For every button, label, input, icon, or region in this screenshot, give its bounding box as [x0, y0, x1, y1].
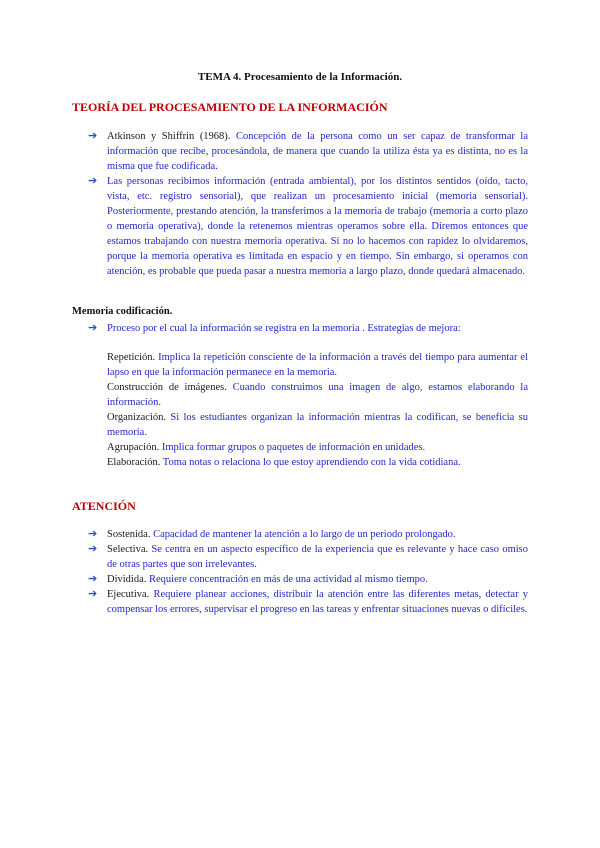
arrow-bullet-icon: ➔ — [88, 573, 98, 585]
bullet-text: Se centra en un aspecto específico de la experiencia que es relevante y hace caso omiso de otras partes que son irrelevantes. — [107, 544, 528, 570]
strategy-item — [107, 455, 528, 470]
strategy-lead: Repetición. — [107, 352, 156, 363]
bullet-lead: Dividida. — [107, 574, 147, 585]
strategy-lead: Construcción de imágenes. — [107, 382, 227, 393]
strategies-block — [107, 350, 528, 470]
arrow-bullet-icon: ➔ — [88, 175, 98, 187]
bullet-text: Capacidad de mantener la atención a lo largo de un periodo prolongado. — [150, 529, 456, 540]
bullet-text: Las personas recibimos información (entrada ambiental), por los distintos sentidos (oído, tacto, vista, etc. registro sensorial), que realizan un procesamiento inicial (memoria sensorial). Posteriormente, prestando atención, la transferimos a la memoria de trabajo (memoria a corto plazo o memoria operativa), donde la retenemos mientras operamos sobre ella. Diremos entonces que estamos trabajando con nuestra memoria operativa. Si no lo hacemos con rapidez lo olvidaremos, porque la memoria operativa es limitada en espacio y en tiempo. Sin embargo, si operamos con atención, es probable que pueda pasar a nuestra memoria a largo plazo, donde quedará almacenado. — [107, 176, 528, 277]
page-title: TEMA 4. Procesamiento de la Información. — [197, 71, 403, 83]
bullet-text: Requiere planear acciones, distribuir la atención entre las diferentes metas, detectar y compensar los errores, supervisar el progreso en las tareas y enfrentar situaciones nuevas o difíciles. — [107, 589, 528, 615]
strategy-text: Implica la repetición consciente de la información a través del tiempo para aumentar el lapso en que la información permanece en la memoria. — [107, 352, 528, 378]
strategy-item — [107, 350, 528, 380]
list-item — [88, 527, 528, 542]
strategy-text: Si los estudiantes organizan la información mientras la codifican, se beneficia su memoria. — [107, 412, 528, 438]
strategy-text: Toma notas o relaciona lo que estoy aprendiendo con la vida cotidiana. — [160, 457, 461, 468]
strategy-item — [107, 380, 528, 410]
arrow-bullet-icon: ➔ — [88, 130, 98, 142]
arrow-bullet-icon: ➔ — [88, 588, 98, 600]
bullet-lead: Atkinson y Shiffrin (1968). — [107, 131, 231, 142]
list-item — [88, 542, 528, 572]
list-item — [88, 572, 528, 587]
arrow-bullet-icon: ➔ — [88, 528, 98, 540]
strategy-text: Implica formar grupos o paquetes de información en unidades. — [159, 442, 426, 453]
memory-coding-list — [88, 321, 528, 336]
list-item — [88, 587, 528, 617]
arrow-bullet-icon: ➔ — [88, 543, 98, 555]
bullet-lead: Selectiva. — [107, 544, 149, 555]
bullet-lead: Sostenida. — [107, 529, 151, 540]
strategy-lead: Elaboración. — [107, 457, 161, 468]
section-heading-attention: ATENCIÓN — [72, 499, 136, 513]
bullet-text: Concepción de la persona como un ser capaz de transformar la información que recibe, procesándola, de manera que cuando la utiliza ésta ya es distinta, no es la misma que fue codificada. — [107, 131, 528, 172]
attention-list — [88, 527, 528, 617]
list-item — [88, 129, 528, 174]
strategy-lead: Agrupación. — [107, 442, 160, 453]
list-item — [88, 321, 528, 336]
section-heading-memory-coding: Memoria codificación. — [72, 306, 173, 317]
section-heading-processing-theory: TEORÍA DEL PROCESAMIENTO DE LA INFORMACIÓN — [72, 100, 388, 114]
processing-theory-list — [88, 129, 528, 279]
strategy-item — [107, 410, 528, 440]
strategy-lead: Organización. — [107, 412, 166, 423]
bullet-text: Proceso por el cual la información se registra en la memoria . Estrategias de mejora: — [107, 323, 461, 334]
bullet-lead: Ejecutiva. — [107, 589, 150, 600]
bullet-text: Requiere concentración en más de una actividad al mismo tiempo. — [146, 574, 428, 585]
arrow-bullet-icon: ➔ — [88, 322, 98, 334]
strategy-item — [107, 440, 528, 455]
strategy-text: Cuando construimos una imagen de algo, estamos elaborando la información. — [107, 382, 528, 408]
list-item — [88, 174, 528, 279]
